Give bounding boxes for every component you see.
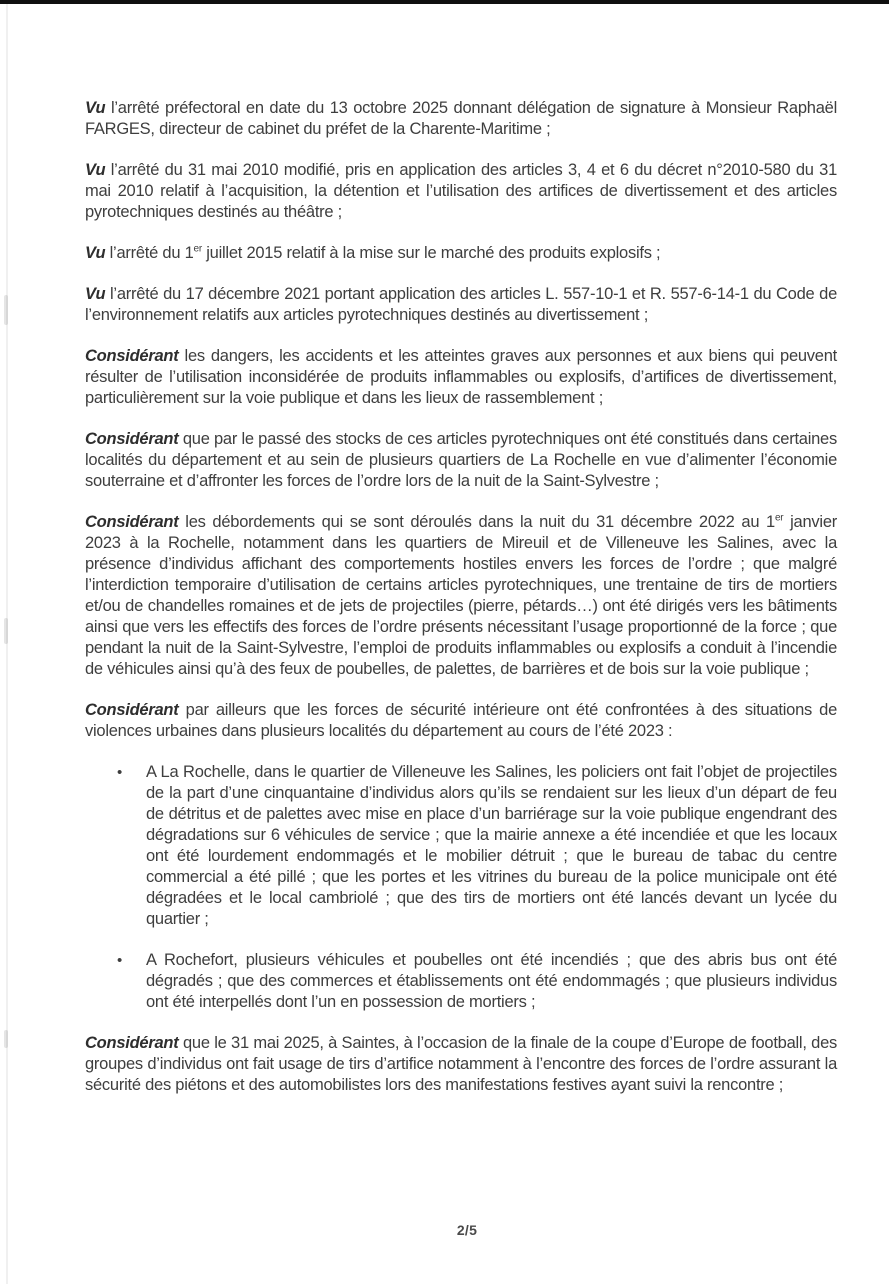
text-run: janvier 2023 à la Rochelle, notamment dans les quartiers de Mireuil et de Villeneuve les Salines, avec la présence d’individus affichant des comportements hostiles envers les forces de l’ordre ; que malgré l’interdiction temporaire d’utilisation de certains articles pyrotechniques, une trentaine de tirs de mortiers et/ou de chandelles romaines et de jets de projectiles (pierre, pétards…) ont été dirigés vers les bâtiments ainsi que vers les effectifs des forces de l’ordre présents nécessitant l’usage proportionné de la force ; que pendant la nuit de la Saint-Sylvestre, l’emploi de produits inflammables ou explosifs a conduit à l’incendie de véhicules ainsi qu’à des feux de poubelles, de palettes, de barrières et de bois sur la voie publique ;	[85, 513, 837, 678]
text-run: les dangers, les accidents et les atteintes graves aux personnes et aux biens qui peuvent résulter de l’utilisation inconsidérée de produits inflammables ou explosifs, d’artifices de divertissement, particulièrement sur la voie publique et dans les lieux de rassemblement ;	[85, 347, 837, 407]
superscript: er	[774, 512, 784, 524]
text-run: que par le passé des stocks de ces articles pyrotechniques ont été constitués dans certaines localités du département et au sein de plusieurs quartiers de La Rochelle en vue d’alimenter l’économie souterraine et d’affronter les forces de l’ordre lors de la nuit de la Saint-Sylvestre ;	[85, 430, 837, 490]
text-run: l’arrêté du 17 décembre 2021 portant application des articles L. 557-10-1 et R. 557-6-14-1 du Code de l’environnement relatifs aux articles pyrotechniques destinés au divertissement ;	[85, 285, 837, 324]
paragraph	[85, 346, 837, 409]
text-run: l’arrêté préfectoral en date du 13 octobre 2025 donnant délégation de signature à Monsieur Raphaël FARGES, directeur de cabinet du préfet de la Charente-Maritime ;	[85, 99, 837, 138]
lead-word: Considérant	[85, 430, 179, 448]
bullet-icon: •	[117, 764, 123, 781]
text-run: l’arrêté du 1	[105, 244, 194, 262]
scan-top-edge-artifact	[0, 0, 889, 4]
text-run: par ailleurs que les forces de sécurité intérieure ont été confrontées à des situations de violences urbaines dans plusieurs localités du département au cours de l’été 2023 :	[85, 701, 837, 740]
page-number: 2/5	[456, 1222, 478, 1238]
lead-word: Considérant	[85, 1034, 179, 1052]
text-run: juillet 2015 relatif à la mise sur le marché des produits explosifs ;	[201, 244, 661, 262]
bullet-item	[85, 762, 837, 930]
lead-word: Vu	[85, 244, 106, 262]
paragraph	[85, 429, 837, 492]
paragraph	[85, 512, 837, 680]
lead-word: Considérant	[85, 347, 179, 365]
lead-word: Vu	[85, 285, 106, 303]
lead-word: Considérant	[85, 513, 179, 531]
text-run: A Rochefort, plusieurs véhicules et poubelles ont été incendiés ; que des abris bus ont été dégradés ; que des commerces et établissements ont été endommagés ; que plusieurs individus ont été interpellés dont l’un en possession de mortiers ;	[146, 951, 837, 1011]
paragraph	[85, 284, 837, 326]
paragraph	[85, 700, 837, 742]
lead-word: Vu	[85, 161, 106, 179]
scan-smudge	[4, 295, 8, 325]
document-body	[85, 98, 837, 1116]
paragraph	[85, 98, 837, 140]
lead-word: Vu	[85, 99, 106, 117]
scan-smudge	[4, 618, 8, 644]
text-run: A La Rochelle, dans le quartier de Villeneuve les Salines, les policiers ont fait l’objet de projectiles de la part d’une cinquantaine d’individus alors qu’ils se rendaient sur les lieux d’un départ de feu de détritus et de palettes avec mise en place d’un barriérage sur la voie publique engendrant des dégradations sur 6 véhicules de service ; que la mairie annexe a été incendiée et que les locaux ont été lourdement endommagés et le mobilier détruit ; que le bureau de tabac du centre commercial a été pillé ; que les portes et les vitrines du bureau de la police municipale ont été dégradées et le local cambriolé ; que des tirs de mortiers ont été lancés devant un lycée du quartier ;	[146, 763, 837, 928]
superscript: er	[193, 243, 202, 255]
paragraph	[85, 160, 837, 223]
bullet-icon: •	[117, 952, 123, 969]
paragraph	[85, 1033, 837, 1096]
lead-word: Considérant	[85, 701, 179, 719]
text-run: l’arrêté du 31 mai 2010 modifié, pris en application des articles 3, 4 et 6 du décret n°2010-580 du 31 mai 2010 relatif à l’acquisition, la détention et l’utilisation des artifices de divertissement et des articles pyrotechniques destinés au théâtre ;	[85, 161, 837, 221]
text-run: que le 31 mai 2025, à Saintes, à l’occasion de la finale de la coupe d’Europe de football, des groupes d’individus ont fait usage de tirs d’artifice notamment à l’encontre des forces de l’ordre assurant la sécurité des piétons et des automobilistes lors des manifestations festives ayant suivi la rencontre ;	[85, 1034, 837, 1094]
scan-left-edge-line	[6, 4, 8, 1284]
scan-smudge	[4, 1030, 8, 1048]
bullet-item	[85, 950, 837, 1013]
paragraph	[85, 243, 837, 264]
text-run: les débordements qui se sont déroulés dans la nuit du 31 décembre 2022 au 1	[178, 513, 775, 531]
